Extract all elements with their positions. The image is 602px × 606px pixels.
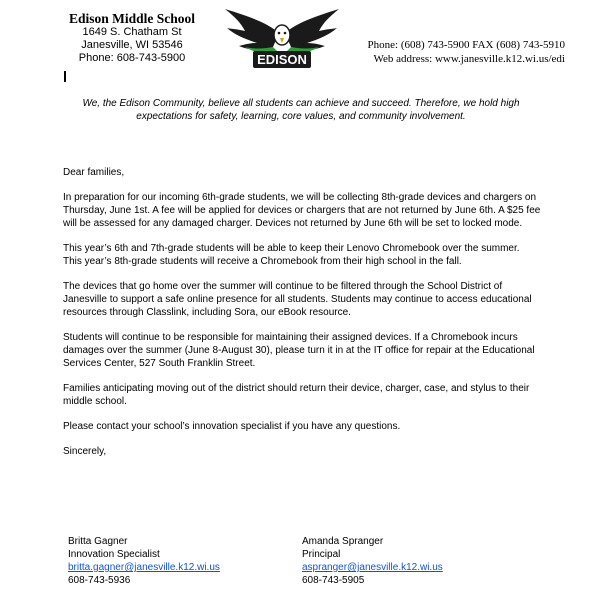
right-wing [285, 9, 339, 50]
letter-closing: Sincerely, [63, 446, 107, 457]
signer-name: Amanda Spranger [302, 536, 384, 547]
letter-paragraph: This year’s 6th and 7th-grade students will be able to keep their Lenovo Chromebook over the summer. This year’s 8th-grade students will receive a Chromebook from their high school in the fall. [63, 243, 520, 267]
school-name: Edison Middle School [68, 11, 196, 26]
signature-innovation-specialist [68, 535, 220, 587]
eagle-logo-icon [223, 5, 341, 71]
school-phone: Phone: 608-743-5900 [78, 52, 186, 64]
letter-paragraph: Students will continue to be responsible for maintaining their assigned devices. If a Chromebook incurs damages over the summer (June 8-August 30), please turn it in at the IT office for repair at the Educational Services Center, 527 South Franklin Street. [63, 332, 535, 369]
signer-name: Britta Gagner [68, 536, 128, 547]
letter-paragraph: Families anticipating moving out of the district should return their device, charger, case, and stylus to their middle school. [63, 383, 530, 407]
web-address: Web address: www.janesville.k12.wi.us/edi [373, 53, 565, 65]
letter-body [63, 166, 541, 470]
letter-paragraph: The devices that go home over the summer will continue to be filtered through the School District of Janesville to support a safe online presence for all students. Students may continue to access educational resources through Classlink, including Sora, our eBook resource. [63, 281, 532, 318]
logo-text: EDISON [257, 52, 307, 67]
letter-paragraph: Please contact your school’s innovation specialist if you have any questions. [63, 421, 401, 432]
mission-statement: We, the Edison Community, believe all students can achieve and succeed. Therefore, we hold high expectations for safety, learning, core values, and community involvement. [82, 98, 520, 122]
left-wing [225, 9, 279, 50]
signer-phone: 608-743-5905 [302, 575, 365, 586]
address-line-1: 1649 S. Chatham St [82, 26, 182, 38]
school-address-block [52, 11, 212, 65]
signature-principal [302, 535, 443, 587]
signer-phone: 608-743-5936 [68, 575, 131, 586]
signer-title: Principal [302, 549, 341, 560]
letter-greeting: Dear families, [63, 167, 125, 178]
signer-email-link[interactable]: britta.gagner@janesville.k12.wi.us [68, 562, 220, 573]
signer-title: Innovation Specialist [68, 549, 160, 560]
signer-email-link[interactable]: aspranger@janesville.k12.wi.us [302, 562, 443, 573]
letter-paragraph: In preparation for our incoming 6th-grade students, we will be collecting 8th-grade devices and chargers on Thursday, June 1st. A fee will be applied for devices or chargers that are not returned by June 6th. A $25 fee will be assessed for any damaged charger. Devices not returned by June 6th will be set to locked mode. [63, 192, 541, 229]
text-cursor [64, 71, 66, 82]
phone-fax: Phone: (608) 743-5900 FAX (608) 743-5910 [367, 39, 565, 51]
contact-block [345, 38, 565, 66]
address-line-2: Janesville, WI 53546 [81, 39, 183, 51]
